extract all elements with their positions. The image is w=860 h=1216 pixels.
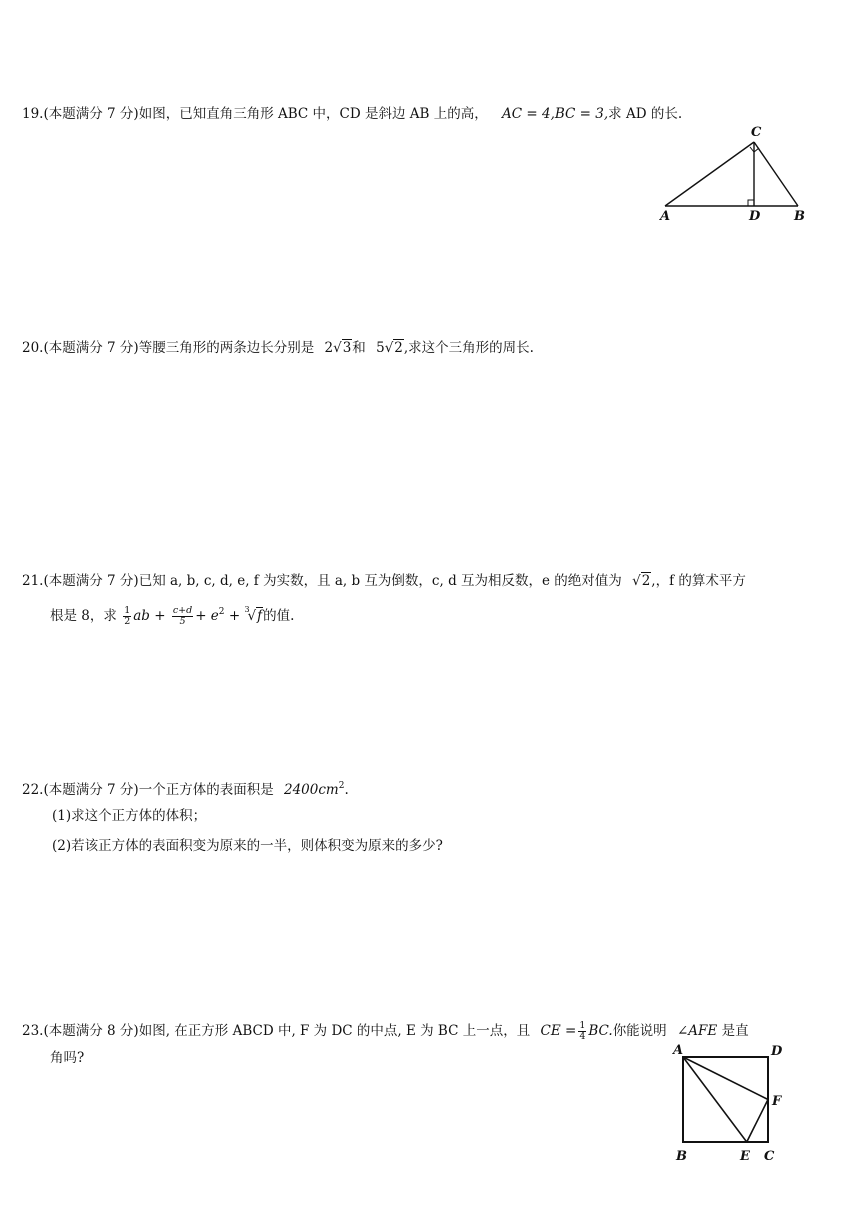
q23-points: (本题满分 8 分) [43,1023,139,1039]
q20-coef2: 5 [376,340,385,356]
q23-angle: ∠AFE [676,1023,718,1039]
q21-statement: 已知 a, b, c, d, e, f 为实数，且 a, b 互为倒数，c, d 互为相反数，e 的绝对值为 [138,573,622,589]
q23-label-f: F [772,1094,782,1109]
q20-number: 20. [22,340,44,356]
q22-area: 2400cm [284,782,339,798]
q19-statement: 如图，已知直角三角形 ABC 中，CD 是斜边 AB 上的高， [138,106,488,122]
q19-label-d: D [749,209,761,224]
q21-number: 21. [22,573,44,589]
q20-rad2: 2 [394,340,403,356]
q23-text-line1 [22,1018,749,1044]
q23-bc: BC. [588,1023,613,1039]
q21-frac1-num: 1 [124,605,131,616]
q21-text-line1: 21.(本题满分 7 分)已知 a, b, c, d, e, f 为实数，且 a, b 互为倒数，c, d 互为相反数，e 的绝对值为 √2,，f 的算术平方 [22,573,746,589]
q23-frac-den: 4 [579,1031,586,1042]
q20-mid: 和 [352,340,366,356]
q19-points: (本题满分 7 分) [43,106,139,122]
q20-tail: ,求这个三角形的周长. [403,340,534,356]
q23-statement: 如图, 在正方形 ABCD 中, F 为 DC 的中点, E 为 BC 上一点，且 [138,1023,531,1039]
q23-text-line2: 角吗? [50,1050,85,1066]
q23-ce: CE = [540,1023,577,1039]
q22-points: (本题满分 7 分) [43,782,139,798]
q21-rad: 2 [641,573,651,589]
q19-text [22,104,682,124]
q19-bc: BC = 3, [554,106,609,122]
q20-points: (本题满分 7 分) [43,340,139,356]
q19-right-triangle-figure [655,122,815,226]
q21-points: (本题满分 7 分) [43,573,139,589]
q23-label-c: C [764,1149,775,1164]
q20-rad1: 3 [342,340,352,356]
q21-exp: 2 [218,607,225,617]
q23-label-e: E [740,1149,750,1164]
q23-frac-num: 1 [579,1020,586,1031]
q21-root-index: 3 [244,605,250,614]
q20-statement: 等腰三角形的两条边长分别是 [138,340,315,356]
q21-term3: + [228,608,241,624]
q21-text-after: ,，f 的算术平方 [651,573,746,589]
q19-label-b: B [794,209,805,224]
q20-coef1: 2 [324,340,334,356]
q22-tail: . [344,782,349,798]
q21-line2-end: 的值. [263,608,295,624]
q19-label-c: C [751,125,762,140]
q21-text-line2: 根是 8，求 $\frac{1}{2}$ ab + $\frac{c+d}{5}$ + $e^2 + ^3√f$的值. [50,605,295,627]
q21-term1: ab + [133,608,166,624]
q21-frac2-den: 5 [179,616,186,627]
q21-frac1-den: 2 [124,616,131,627]
q21-root-var: f [257,608,263,624]
q19-ac: AC = 4, [502,106,555,122]
q22-number: 22. [22,782,44,798]
q22-sub1: (1)求这个正方体的体积； [52,808,207,824]
q19-number: 19. [22,106,44,122]
q22-text [22,776,349,800]
q23-ask: 你能说明 [612,1023,667,1039]
q20-text: 20.(本题满分 7 分)等腰三角形的两条边长分别是 2√3和 5√2,求这个三角形的周长. [22,340,534,356]
q22-area-exp: 2 [338,781,345,791]
q23-ask-end: 是直 [721,1023,749,1039]
q19-label-a: A [660,209,671,224]
q22-sub2: (2)若该正方体的表面积变为原来的一半，则体积变为原来的多少? [52,838,443,854]
q23-label-a: A [673,1043,684,1058]
q21-frac2-num: c+d [172,605,193,616]
q19-tail: 求 AD 的长. [608,106,683,122]
q21-term2: + e [195,608,219,624]
q23-label-b: B [676,1149,687,1164]
q22-statement: 一个正方体的表面积是 [138,782,274,798]
q21-line2-start: 根是 8，求 [50,608,117,624]
q23-number: 23. [22,1023,44,1039]
q23-square-figure [668,1038,798,1168]
q23-label-d: D [771,1044,783,1059]
